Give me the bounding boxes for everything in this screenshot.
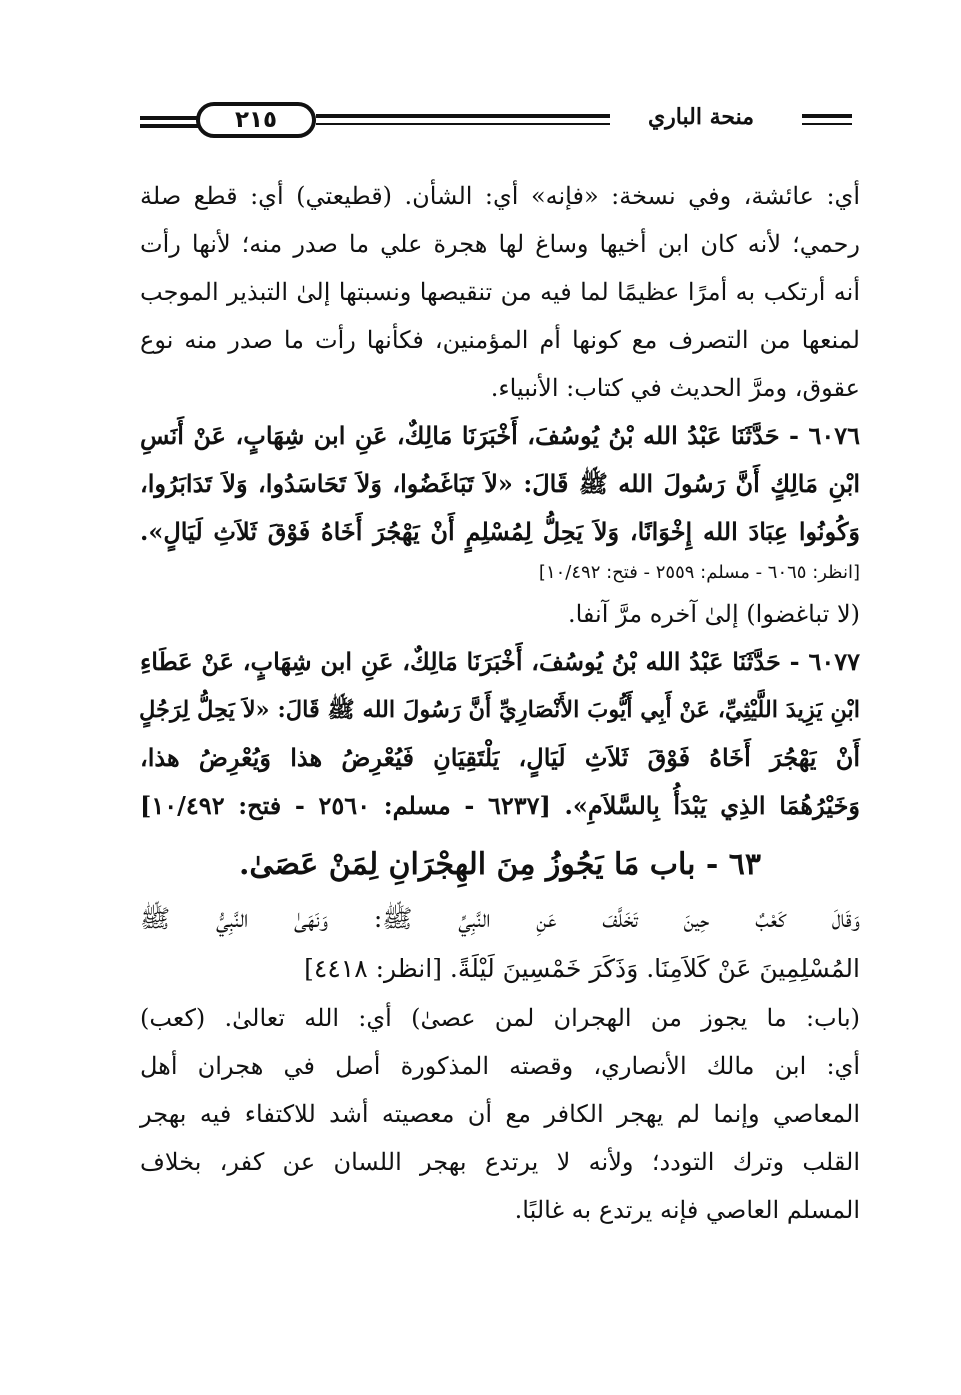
text-line: لمنعها من التصرف مع كونها أم المؤمنين، فكأنها رأت ما صدر منه نوع <box>140 326 860 354</box>
header-rule <box>802 123 852 125</box>
text-line: القلب وترك التودد؛ ولأنه لا يرتدع بهجر اللسان عن كفر، بخلاف <box>140 1148 860 1176</box>
page-header <box>140 96 852 146</box>
text-line: أي: ابن مالك الأنصاري، وقصته المذكورة أصل في هجران أهل <box>140 1052 860 1080</box>
text-line: المسلم العاصي فإنه يرتدع به غالبًا. <box>514 1196 860 1224</box>
text-line: أي: عائشة، وفي نسخة: «فإنه» أي: الشأن. (قطيعتي) أي: قطع صلة <box>140 182 860 210</box>
hadith-6076 <box>140 412 860 590</box>
quote-line: المُسْلِمِينَ عَنْ كَلاَمِنَا. وَذَكَرَ خَمْسِينَ لَيْلَةً. [انظر: ٤٤١٨] <box>304 954 860 983</box>
page-number-badge <box>196 102 316 138</box>
text-line: (باب: ما يجوز من الهجران لمن عصىٰ) أي: الله تعالىٰ. (كعب) <box>140 1004 860 1032</box>
page-body <box>140 172 860 1234</box>
hadith-6077 <box>140 638 860 830</box>
header-rule <box>140 124 200 128</box>
hadith-line: وَكُونُوا عِبَادَ الله إِخْوَانًا، وَلاَ يَحِلُّ لِمُسْلِمٍ أَنْ يَهْجُرَ أَخَاهُ فَوْقَ ثَلاَثِ لَيَالٍ». <box>140 517 860 546</box>
quote-line: وَقَالَ كَعْبٌ حِينَ تَخَلَّفَ عَنِ النَّبِيِّ ﷺ: وَنَهَىٰ النَّبِيُّ ﷺ <box>140 904 860 933</box>
commentary-block <box>140 172 860 412</box>
header-rule <box>140 116 200 120</box>
commentary-block <box>140 994 860 1234</box>
text-line: أنه أرتكب به أمرًا عظيمًا لما فيه من تنقيصها ونسبتها إلىٰ التبذير الموجب <box>140 278 860 306</box>
header-rule <box>802 114 852 118</box>
hadith-line: ابْنِ يَزِيدَ اللَّيْثِيِّ، عَنْ أَبِي أَيُّوبَ الأَنْصَارِيِّ أَنَّ رَسُولَ الله ﷺ قَالَ: «لاَ يَحِلُّ لِرَجُلٍ <box>139 697 860 723</box>
running-title: منحة الباري <box>610 104 792 130</box>
text-line: (لا تباغضوا) إلىٰ آخره مرَّ آنفا. <box>567 600 860 628</box>
chapter-title: ٦٣ - باب مَا يَجُوزُ مِنَ الهِجْرَانِ لِمَنْ عَصَىٰ. <box>238 847 762 882</box>
hadith-line: ابْنِ مَالِكٍ أَنَّ رَسُولَ الله ﷺ قَالَ: «لاَ تَبَاغَضُوا، وَلاَ تَحَاسَدُوا، وَلاَ تَدَابَرُوا، <box>140 469 860 498</box>
hadith-line: ٦٠٧٦ - حَدَّثَنَا عَبْدُ الله بْنُ يُوسُفَ، أَخْبَرَنَا مَالِكٌ، عَنِ ابن شِهَابٍ، عَنْ أَنَسِ <box>140 421 860 450</box>
hadith-reference: [انظر: ٦٠٦٥ - مسلم: ٢٥٥٩ - فتح: ١٠/٤٩٢] <box>538 562 860 583</box>
text-line: رحمي؛ لأنه كان ابن أخيها وساغ لها هجرة علي ما صدر منه؛ لأنها رأت <box>140 230 860 258</box>
hadith-line: ٦٠٧٧ - حَدَّثَنَا عَبْدُ الله بْنُ يُوسُفَ، أَخْبَرَنَا مَالِكٌ، عَنِ ابن شِهَابٍ، عَنْ عَطَاءِ <box>140 647 860 676</box>
page-number: ٢١٥ <box>234 107 278 133</box>
chapter-quote <box>140 894 860 994</box>
text-line: عقوق، ومرَّ الحديث في كتاب: الأنبياء. <box>490 374 860 402</box>
hadith-line: وَخَيْرُهُمَا الذِي يَبْدَأُ بِالسَّلاَمِ». [٦٢٣٧ - مسلم: ٢٥٦٠ - فتح: ١٠/٤٩٢] <box>140 791 860 820</box>
text-line: المعاصي وإنما لم يهجر الكافر مع أن معصيته أشد للاكتفاء فيه بهجر <box>140 1100 860 1128</box>
hadith-line: أَنْ يَهْجُرَ أَخَاهُ فَوْقَ ثَلاَثِ لَيَالٍ، يَلْتَقِيَانِ فَيُعْرِضُ هذا وَيُعْرِضُ هذا، <box>140 743 860 772</box>
